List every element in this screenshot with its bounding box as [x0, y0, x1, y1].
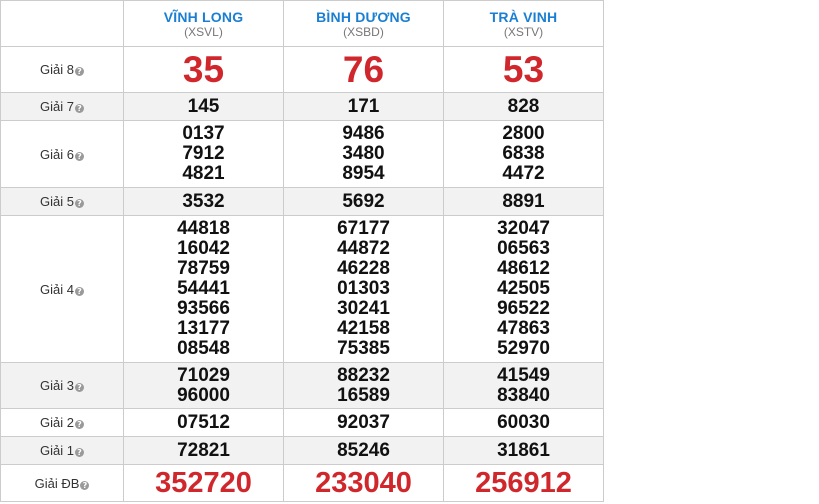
help-icon[interactable]: ? — [75, 104, 84, 113]
help-icon[interactable]: ? — [75, 152, 84, 161]
result-number: 52970 — [497, 338, 550, 359]
result-number: 5692 — [342, 190, 385, 212]
result-number: 7912 — [182, 143, 225, 164]
result-number: 71029 — [177, 364, 230, 386]
result-cell — [284, 188, 444, 216]
result-cell — [284, 47, 444, 93]
result-cell — [284, 121, 444, 188]
result-number: 30241 — [337, 298, 390, 319]
result-cell — [444, 121, 604, 188]
result-cell — [124, 121, 284, 188]
result-number: 233040 — [315, 467, 412, 499]
prize-row-g8 — [1, 47, 604, 93]
result-number: 96522 — [497, 298, 550, 319]
prize-row-g6 — [1, 121, 604, 188]
prize-label-cell — [1, 216, 124, 363]
help-icon[interactable]: ? — [75, 383, 84, 392]
prize-label-cell — [1, 93, 124, 121]
result-number: 46228 — [337, 258, 390, 279]
result-cell — [284, 465, 444, 502]
result-number: 31861 — [497, 439, 550, 461]
prize-label: Giải 1 — [40, 443, 74, 458]
result-number: 13177 — [177, 318, 230, 339]
result-number: 48612 — [497, 258, 550, 279]
prize-row-g4 — [1, 216, 604, 363]
prize-label: Giải 3 — [40, 378, 74, 393]
help-icon[interactable]: ? — [75, 67, 84, 76]
prize-label: Giải 2 — [40, 415, 74, 430]
province-code: (XSBD) — [343, 24, 384, 39]
result-number: 88232 — [337, 364, 390, 386]
result-number: 41549 — [497, 364, 550, 386]
province-code: (XSTV) — [503, 24, 544, 39]
prize-label: Giải 5 — [40, 194, 74, 209]
result-cell — [444, 216, 604, 363]
result-number: 60030 — [497, 411, 550, 433]
result-cell — [284, 216, 444, 363]
result-number: 85246 — [337, 439, 390, 461]
prize-label: Giải 4 — [40, 281, 74, 297]
header-row — [1, 1, 604, 47]
result-number: 35 — [182, 48, 225, 90]
result-number: 78759 — [177, 258, 230, 279]
result-number: 9486 — [342, 123, 385, 144]
province-code: (XSVL) — [184, 24, 223, 39]
prize-label: Giải 8 — [40, 62, 74, 77]
prize-label-cell — [1, 363, 124, 409]
result-number: 47863 — [497, 318, 550, 339]
prize-label: Giải ĐB — [34, 475, 80, 491]
result-cell — [284, 437, 444, 465]
result-number: 08548 — [177, 338, 230, 359]
result-number: 72821 — [177, 439, 230, 461]
province-name[interactable]: VĨNH LONG — [163, 8, 244, 25]
result-cell — [124, 216, 284, 363]
result-number: 96000 — [177, 384, 230, 406]
province-name[interactable]: TRÀ VINH — [489, 8, 558, 25]
result-cell — [284, 363, 444, 409]
result-number: 06563 — [497, 238, 550, 259]
result-number: 32047 — [497, 218, 550, 239]
result-cell — [444, 437, 604, 465]
result-number: 92037 — [337, 411, 390, 433]
result-cell — [284, 93, 444, 121]
help-icon[interactable]: ? — [75, 420, 84, 429]
prize-label-cell — [1, 409, 124, 437]
result-cell — [444, 465, 604, 502]
result-number: 0137 — [182, 123, 225, 144]
result-cell — [124, 409, 284, 437]
help-icon[interactable]: ? — [75, 448, 84, 457]
result-number: 256912 — [475, 467, 572, 499]
result-number: 75385 — [337, 338, 390, 359]
result-number: 01303 — [337, 278, 390, 299]
result-number: 4821 — [182, 163, 225, 184]
result-number: 42505 — [497, 278, 550, 299]
help-icon[interactable]: ? — [75, 199, 84, 208]
result-number: 4472 — [502, 163, 545, 184]
prize-row-g5 — [1, 188, 604, 216]
province-header[interactable] — [124, 1, 284, 47]
result-cell — [124, 93, 284, 121]
result-cell — [124, 437, 284, 465]
prize-label-cell — [1, 465, 124, 502]
result-number: 44818 — [177, 218, 230, 239]
prize-label-cell — [1, 437, 124, 465]
corner-cell — [1, 1, 124, 47]
result-number: 3532 — [182, 190, 225, 212]
result-cell — [124, 188, 284, 216]
prize-label: Giải 6 — [40, 146, 74, 162]
result-number: 352720 — [155, 467, 252, 499]
prize-label: Giải 7 — [40, 99, 74, 114]
result-number: 16589 — [337, 384, 390, 406]
result-number: 67177 — [337, 218, 390, 239]
result-number: 8954 — [342, 163, 385, 184]
prize-label-cell — [1, 121, 124, 188]
prize-row-g1 — [1, 437, 604, 465]
result-number: 53 — [502, 48, 545, 90]
result-cell — [444, 409, 604, 437]
result-cell — [444, 47, 604, 93]
result-number: 8891 — [502, 190, 545, 212]
province-header[interactable] — [284, 1, 444, 47]
result-number: 6838 — [502, 143, 545, 164]
result-cell — [444, 93, 604, 121]
result-cell — [124, 47, 284, 93]
result-cell — [124, 363, 284, 409]
result-number: 16042 — [177, 238, 230, 259]
result-cell — [284, 409, 444, 437]
province-name[interactable]: BÌNH DƯƠNG — [316, 8, 411, 25]
help-icon[interactable]: ? — [80, 481, 89, 490]
result-number: 145 — [187, 95, 220, 117]
help-icon[interactable]: ? — [75, 287, 84, 296]
prize-label-cell — [1, 47, 124, 93]
result-number: 42158 — [337, 318, 390, 339]
result-number: 54441 — [177, 278, 230, 299]
result-cell — [444, 363, 604, 409]
province-header[interactable] — [444, 1, 604, 47]
result-number: 2800 — [502, 123, 545, 144]
prize-row-g7 — [1, 93, 604, 121]
prize-label-cell — [1, 188, 124, 216]
prize-row-gdb — [1, 465, 604, 502]
result-number: 828 — [507, 95, 540, 117]
prize-row-g2 — [1, 409, 604, 437]
result-number: 44872 — [337, 238, 390, 259]
result-number: 76 — [342, 48, 385, 90]
result-cell — [444, 188, 604, 216]
result-number: 171 — [347, 95, 380, 117]
result-number: 83840 — [497, 384, 550, 406]
result-number: 93566 — [177, 298, 230, 319]
result-number: 3480 — [342, 143, 385, 164]
result-cell — [124, 465, 284, 502]
prize-row-g3 — [1, 363, 604, 409]
result-number: 07512 — [177, 411, 230, 433]
